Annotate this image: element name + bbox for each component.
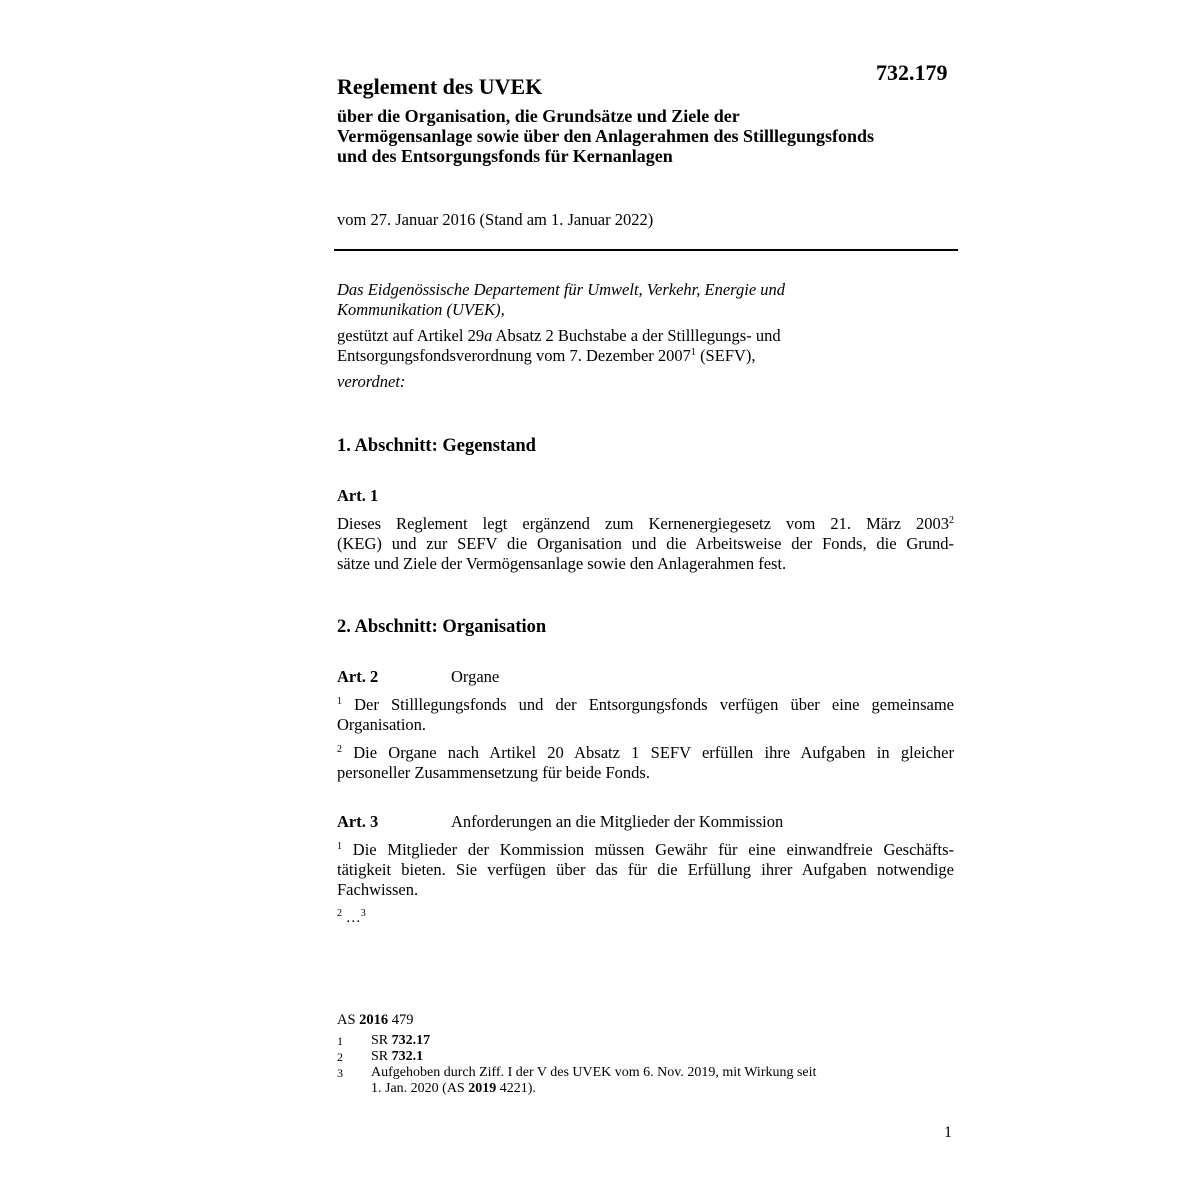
article-2-paragraph-2 xyxy=(337,743,954,783)
page-number: 1 xyxy=(944,1124,952,1141)
footnote-mark: 2 xyxy=(337,1050,343,1064)
footnote-text xyxy=(371,1033,430,1049)
footnote-item xyxy=(337,1033,816,1049)
footnote-sr[interactable]: 732.17 xyxy=(391,1033,431,1048)
footnote-run: 1. Jan. 2020 (AS xyxy=(371,1081,469,1096)
sr-number: 732.179 xyxy=(876,60,948,85)
text-line xyxy=(337,695,954,715)
article-number: Art. 3 xyxy=(337,812,379,831)
preamble-decree: verordnet: xyxy=(337,372,406,391)
basis-line xyxy=(337,326,781,346)
as-prefix: AS xyxy=(337,1012,360,1028)
subtitle-line: und des Entsorgungsfonds für Kernanlagen xyxy=(337,146,673,166)
document-subtitle xyxy=(337,106,957,166)
footnote-as-year: 2019 xyxy=(468,1081,497,1096)
article-1-heading xyxy=(337,486,451,506)
text-run: Die Organe nach Artikel 20 Absatz 1 SEFV erfüllen ihre Aufgaben in gleicher xyxy=(342,743,954,762)
footnote-line xyxy=(371,1081,816,1097)
basis-text: (SEFV), xyxy=(695,346,756,365)
article-title: Anforderungen an die Mitglieder der Kommission xyxy=(451,812,784,831)
section-heading-2: 2. Abschnitt: Organisation xyxy=(337,617,547,637)
paragraph-mark: 1 xyxy=(337,841,342,852)
article-2-paragraph-1 xyxy=(337,695,954,735)
text-line: (KEG) und zur SEFV die Organisation und die Arbeitsweise der Fonds, die Grund- xyxy=(337,534,954,553)
document-date: vom 27. Januar 2016 (Stand am 1. Januar 2022) xyxy=(337,210,654,229)
article-number: Art. 2 xyxy=(337,667,379,686)
text-line: sätze und Ziele der Vermögensanlage sowie den Anlagerahmen fest. xyxy=(337,554,787,573)
article-title: Organe xyxy=(451,667,500,686)
article-1-text xyxy=(337,514,954,574)
footnotes xyxy=(337,1012,816,1097)
footnote-prefix: SR xyxy=(371,1033,392,1048)
text-line xyxy=(337,514,954,534)
text-line: Organisation. xyxy=(337,715,427,734)
subtitle-line: über die Organisation, die Grundsätze und Ziele der xyxy=(337,106,740,126)
basis-text: gestützt auf Artikel 29 xyxy=(337,326,485,345)
header-divider xyxy=(334,249,958,251)
footnote-mark: 1 xyxy=(337,1034,343,1048)
footnote-prefix: SR xyxy=(371,1049,392,1064)
article-3-paragraph-2 xyxy=(337,908,366,928)
text-line xyxy=(337,743,954,763)
paragraph-mark: 1 xyxy=(337,696,342,707)
preamble-authority xyxy=(337,280,785,320)
section-heading-1: 1. Abschnitt: Gegenstand xyxy=(337,436,536,456)
article-number: Art. 1 xyxy=(337,486,379,505)
footnote-ref[interactable]: 2 xyxy=(949,515,954,526)
basis-text: Absatz 2 Buchstabe a der Stilllegungs- und xyxy=(492,326,781,345)
footnote-mark: 3 xyxy=(337,1066,343,1080)
repealed-marker: … xyxy=(342,910,361,926)
footnote-ref[interactable]: 3 xyxy=(360,908,366,919)
authority-line: Kommunikation (UVEK), xyxy=(337,300,505,319)
text-line: Fachwissen. xyxy=(337,880,419,899)
paragraph-mark: 2 xyxy=(337,744,342,755)
authority-line: Das Eidgenössische Departement für Umwelt, Verkehr, Energie und xyxy=(337,280,786,299)
basis-line xyxy=(337,346,781,366)
basis-text: Entsorgungsfondsverordnung vom 7. Dezember 2007 xyxy=(337,346,691,365)
preamble-basis xyxy=(337,326,781,366)
article-3-paragraph-1 xyxy=(337,840,954,900)
footnote-sr[interactable]: 732.1 xyxy=(391,1049,424,1064)
as-year: 2016 xyxy=(359,1012,389,1028)
footnote-text xyxy=(371,1065,816,1097)
paragraph-mark: 2 xyxy=(337,908,342,919)
footnote-run: 4221). xyxy=(496,1081,536,1096)
document-title: Reglement des UVEK xyxy=(337,74,543,99)
basis-letter: a xyxy=(484,326,493,345)
footnote-ref[interactable]: 1 xyxy=(690,347,696,358)
footnote-item xyxy=(337,1049,816,1065)
text-run: Der Stilllegungsfonds und der Entsorgungsfonds verfügen über eine gemeinsame xyxy=(342,695,954,714)
subtitle-line: Vermögensanlage sowie über den Anlagerahmen des Stilllegungsfonds xyxy=(337,126,875,146)
text-run: Die Mitglieder der Kommission müssen Gewähr für eine einwandfreie Geschäfts- xyxy=(342,840,954,859)
article-3-heading xyxy=(337,812,783,832)
footnote-line: Aufgehoben durch Ziff. I der V des UVEK vom 6. Nov. 2019, mit Wirkung seit xyxy=(371,1065,817,1080)
footnote-text xyxy=(371,1049,423,1065)
text-line xyxy=(337,840,954,860)
text-line: personeller Zusammensetzung für beide Fonds. xyxy=(337,763,650,782)
as-page: 479 xyxy=(388,1012,414,1028)
footnote-item xyxy=(337,1065,816,1097)
text-line: tätigkeit bieten. Sie verfügen über das für die Erfüllung ihrer Aufgaben notwendige xyxy=(337,860,954,879)
article-2-heading xyxy=(337,667,499,687)
text-run: Dieses Reglement legt ergänzend zum Kernenergiegesetz vom 21. März 2003 xyxy=(337,514,949,533)
as-reference xyxy=(337,1012,816,1029)
